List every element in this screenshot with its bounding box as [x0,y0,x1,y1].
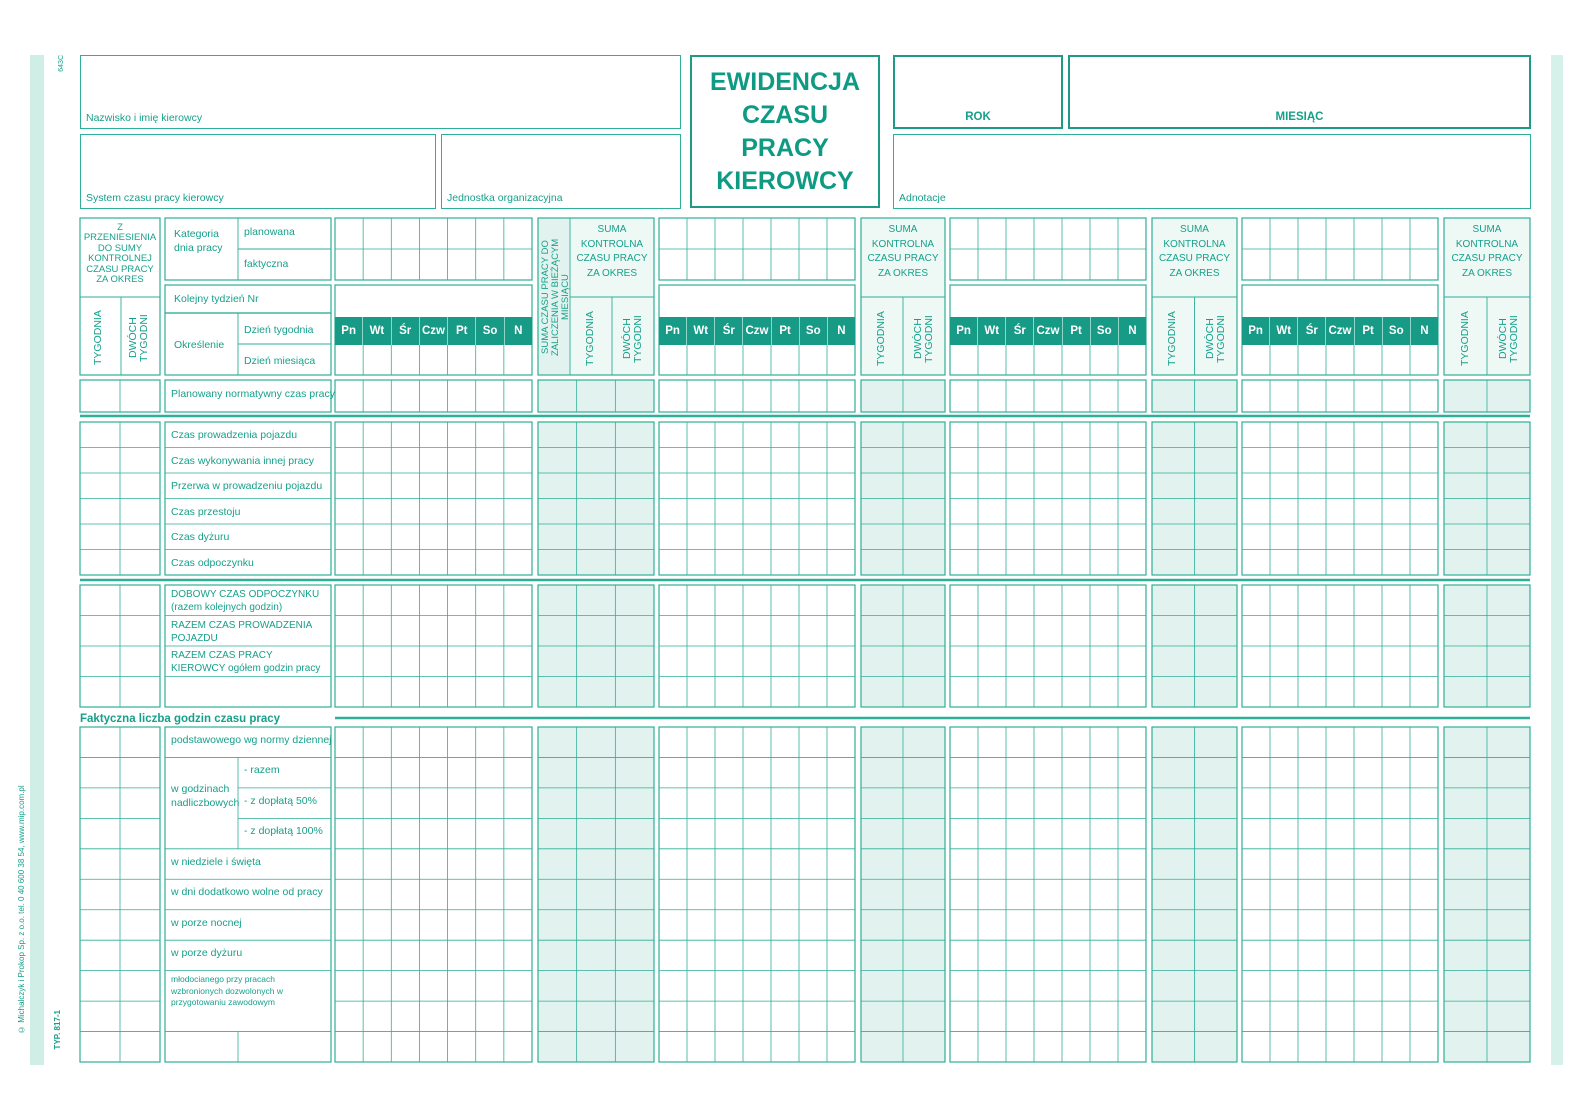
day-header-czw: Czw [1326,317,1354,345]
actual-overtime-total-label: - razem [244,764,280,777]
sum-col-two-weeks: DWÓCH TYGODNI [912,315,936,363]
time-row-label: Przerwa w prowadzeniu pojazdu [171,480,323,492]
actual-minors-label: młodocianego przy pracach wzbronionych dozwolonych w przygotowaniu zawodowym [171,974,283,1007]
time-row-label: Czas dyżuru [171,531,230,543]
day-header-śr: Śr [715,317,743,345]
current-month-shade [538,727,570,1062]
block-outline [950,380,1146,412]
block-outline [335,727,532,1062]
block-outline [950,727,1146,1062]
carry-over-col-two-weeks: DWÓCH TYGODNI [127,314,151,362]
week-no-label: Kolejny tydzień Nr [174,293,259,305]
specification-label: Określenie [174,339,225,351]
planned-norm-label: Planowany normatywny czas pracy [171,388,335,400]
sum-col-two-weeks: DWÓCH TYGODNI [1496,315,1520,363]
totals-row-label: DOBOWY CZAS ODPOCZYNKU (razem kolejnych godzin) [171,589,320,613]
actual-duty-label: w porze dyżuru [171,947,243,960]
day-header-pt: Pt [1063,317,1091,345]
actual-overtime-label: w godzinach nadliczbowych [171,783,240,810]
day-header-czw: Czw [743,317,771,345]
day-header-n: N [514,325,523,337]
day-header-bar [1242,317,1438,345]
sum-col-two-weeks: DWÓCH TYGODNI [621,315,645,363]
form-code: TYP. 817-1 [53,1010,62,1050]
day-header-pt: Pt [448,317,476,345]
totals-row-label: RAZEM CZAS PRACY KIEROWCY ogółem godzin pracy [171,650,321,674]
category-planned-label: planowana [244,226,295,238]
sum-block-header: SUMA KONTROLNA CZASU PRACY ZA OKRES [576,224,648,279]
day-of-month-label: Dzień miesiąca [244,355,316,367]
day-of-week-label: Dzień tygodnia [244,324,314,336]
block-outline [1242,380,1438,412]
category-actual-label: faktyczna [244,258,289,270]
actual-days-off-label: w dni dodatkowo wolne od pracy [171,886,323,899]
day-header-pt: Pt [772,317,800,345]
year-label: ROK [965,111,991,123]
publisher-note: © Michalczyk i Prokop Sp. z o.o. tel. 0 40 600 38 54, www.mip.com.pl [17,785,26,1035]
sum-col-two-weeks: DWÓCH TYGODNI [1203,315,1227,363]
day-header-bar [335,317,532,345]
totals-row-label: RAZEM CZAS PROWADZENIA POJAZDU [171,619,312,644]
day-header-pn: Pn [1242,317,1270,345]
sum-col-weeks: TYGODNIA [1458,311,1471,367]
category-label: Kategoria dnia pracy [174,228,223,255]
day-header-bar [950,317,1146,345]
sum-block-header: SUMA KONTROLNA CZASU PRACY ZA OKRES [1158,224,1231,279]
sum-block-header: SUMA KONTROLNA CZASU PRACY ZA OKRES [867,224,939,279]
day-header-n: N [1128,325,1137,337]
block-outline [1242,727,1438,1062]
block-outline [335,380,532,412]
sum-col-weeks: TYGODNIA [875,311,887,367]
day-header-czw: Czw [420,317,448,345]
day-header-wt: Wt [687,317,715,345]
day-header-śr: Śr [392,317,420,345]
block-outline [659,380,855,412]
day-header-pn: Pn [659,317,687,345]
notes-label: Adnotacje [899,192,946,204]
day-header-pn: Pn [335,317,363,345]
actual-hours-title: Faktyczna liczba godzin czasu pracy [80,713,281,725]
actual-overtime-50-label: - z dopłatą 50% [244,794,317,807]
current-month-shade [538,380,570,412]
time-row-label: Czas wykonywania innej pracy [171,454,314,467]
day-header-czw: Czw [1034,317,1062,345]
day-header-wt: Wt [1270,317,1298,345]
form-title: EWIDENCJA CZASU PRACY KIEROWCY [709,67,860,195]
working-time-system-label: System czasu pracy kierowcy [86,192,224,204]
top-code: 643C [58,55,65,72]
month-label: MIESIĄC [1275,111,1324,123]
block-outline [659,727,855,1062]
day-header-bar [659,317,855,345]
day-header-pt: Pt [1355,317,1383,345]
day-header-śr: Śr [1006,317,1034,345]
time-row-label: Czas prowadzenia pojazdu [171,429,298,441]
time-row-label: Czas przestoju [171,505,241,518]
carry-over-header: Z PRZENIESIENIA DO SUMY KONTROLNEJ CZASU PRACY ZA OKRES [83,222,157,286]
actual-night-label: w porze nocnej [171,916,242,929]
day-header-so: So [1383,317,1411,345]
day-header-n: N [837,325,846,337]
day-header-so: So [800,317,828,345]
day-header-so: So [1091,317,1119,345]
time-row-label: Czas odpoczynku [171,556,254,569]
sum-block-header: SUMA KONTROLNA CZASU PRACY ZA OKRES [1451,224,1523,279]
driver-name-label: Nazwisko i imię kierowcy [86,112,203,124]
current-sum-shade [570,727,654,1062]
current-month-label: SUMA CZASU PRACY DO ZALICZENIA W BIEŻĄCYM MIESIĄCU [540,238,571,356]
carry-over-col-weeks: TYGODNIA [92,310,104,366]
actual-sundays-label: w niedziele i święta [171,855,261,868]
current-sum-shade [570,380,654,412]
day-header-so: So [476,317,504,345]
day-header-wt: Wt [363,317,391,345]
day-header-pn: Pn [950,317,978,345]
org-unit-label: Jednostka organizacyjna [447,192,563,204]
day-header-śr: Śr [1298,317,1326,345]
day-header-n: N [1420,325,1429,337]
actual-basic-label: podstawowego wg normy dziennej [171,734,332,746]
sum-col-weeks: TYGODNIA [584,311,596,367]
day-header-wt: Wt [978,317,1006,345]
actual-overtime-100-label: - z dopłatą 100% [244,825,323,838]
sum-col-weeks: TYGODNIA [1166,311,1179,367]
